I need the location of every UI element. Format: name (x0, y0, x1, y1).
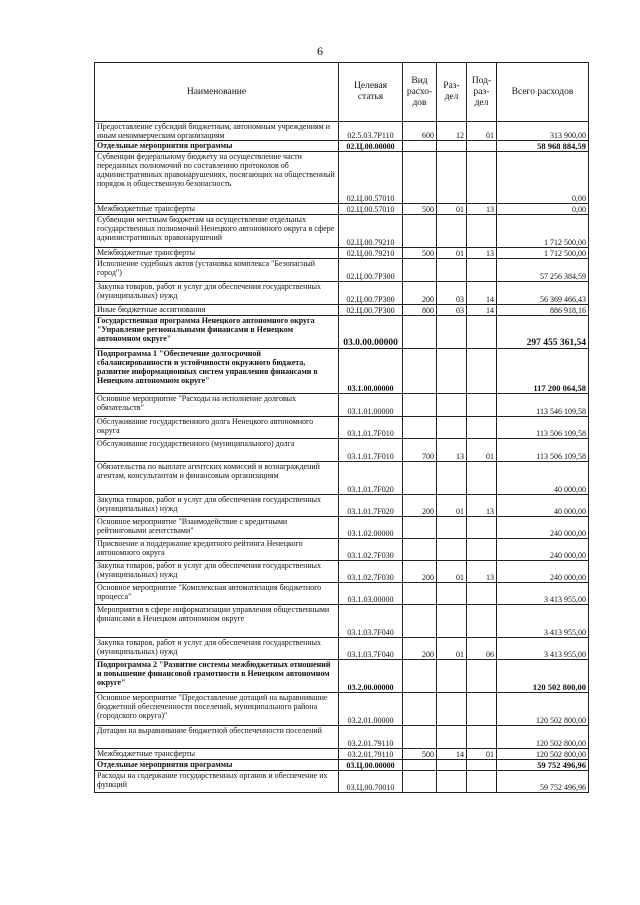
row-expense-type-cell (403, 316, 437, 349)
row-section-cell: 01 (437, 248, 467, 259)
row-expense-type-cell (403, 760, 437, 771)
row-subsection-cell (467, 215, 497, 248)
row-section-cell (437, 417, 467, 439)
row-amount-cell: 113 506 109,58 (497, 417, 589, 439)
row-amount-cell: 297 455 361,54 (497, 316, 589, 349)
row-name-cell: Подпрограмма 2 "Развитие системы межбюджетных отношений и повышение финансовой грамотности в Ненецком автономном округе" (95, 660, 339, 693)
row-subsection-cell: 14 (467, 282, 497, 305)
row-section-cell (437, 141, 467, 152)
header-name: Наименование (95, 63, 339, 122)
row-expense-type-cell (403, 152, 437, 204)
row-name-cell: Межбюджетные трансферты (95, 248, 339, 259)
row-subsection-cell (467, 349, 497, 394)
row-target-cell: 02.Ц.00.79210 (339, 248, 403, 259)
row-section-cell: 03 (437, 305, 467, 316)
row-target-cell: 02.Ц.00.7Р300 (339, 305, 403, 316)
row-amount-cell: 3 413 955,00 (497, 638, 589, 660)
row-amount-cell: 40 000,00 (497, 462, 589, 495)
row-name-cell: Исполнение судебных актов (установка комплекса "Безопасный город") (95, 259, 339, 282)
table-row (95, 605, 589, 638)
row-amount-cell: 113 506 109,58 (497, 439, 589, 462)
row-name-cell: Межбюджетные трансферты (95, 749, 339, 760)
row-section-cell (437, 462, 467, 495)
table-row (95, 462, 589, 495)
table-row (95, 693, 589, 726)
row-subsection-cell: 06 (467, 638, 497, 660)
row-expense-type-cell (403, 726, 437, 749)
row-target-cell: 03.1.02.7F030 (339, 539, 403, 561)
row-expense-type-cell: 200 (403, 638, 437, 660)
row-name-cell: Государственная программа Ненецкого автономного округа "Управление региональными финансами в Ненецком автономном округе" (95, 316, 339, 349)
table-row (95, 660, 589, 693)
row-name-cell: Обслуживание государственного (муниципального) долга (95, 439, 339, 462)
page-number: 6 (317, 44, 323, 58)
row-section-cell (437, 316, 467, 349)
table-row (95, 539, 589, 561)
row-amount-cell: 240 000,00 (497, 539, 589, 561)
row-name-cell: Основное мероприятие "Взаимодействие с кредитными рейтинговыми агентствами" (95, 517, 339, 539)
row-subsection-cell (467, 583, 497, 605)
header-expense-type: Вид расхо-дов (403, 63, 437, 122)
row-name-cell: Отдельные мероприятия программы (95, 760, 339, 771)
row-name-cell: Субвенции местным бюджетам на осуществление отдельных государственных полномочий Ненецкого автономного округа в сфере административных правонарушений (95, 215, 339, 248)
row-name-cell: Субвенции федеральному бюджету на осуществление части переданных полномочий по составлению протоколов об административных правонарушениях, посягающих на общественный порядок и общественную безопасность (95, 152, 339, 204)
row-amount-cell: 886 918,16 (497, 305, 589, 316)
row-subsection-cell: 14 (467, 305, 497, 316)
row-amount-cell: 120 502 800,00 (497, 749, 589, 760)
row-target-cell: 03.1.00.00000 (339, 349, 403, 394)
table-row (95, 259, 589, 282)
row-section-cell (437, 583, 467, 605)
row-amount-cell: 56 369 466,43 (497, 282, 589, 305)
row-section-cell (437, 259, 467, 282)
row-name-cell: Закупка товаров, работ и услуг для обеспечения государственных (муниципальных) нужд (95, 495, 339, 517)
row-amount-cell: 57 256 384,59 (497, 259, 589, 282)
row-subsection-cell (467, 141, 497, 152)
row-expense-type-cell: 200 (403, 495, 437, 517)
row-section-cell: 01 (437, 495, 467, 517)
row-expense-type-cell (403, 349, 437, 394)
row-target-cell: 03.2.01.79110 (339, 749, 403, 760)
row-expense-type-cell (403, 583, 437, 605)
row-amount-cell: 120 502 800,00 (497, 726, 589, 749)
row-name-cell: Закупка товаров, работ и услуг для обеспечения государственных (муниципальных) нужд (95, 561, 339, 583)
row-section-cell (437, 517, 467, 539)
row-subsection-cell (467, 259, 497, 282)
row-expense-type-cell (403, 660, 437, 693)
row-section-cell: 01 (437, 638, 467, 660)
row-target-cell: 03.Ц.00.00000 (339, 760, 403, 771)
table-row (95, 439, 589, 462)
row-target-cell: 03.0.00.00000 (339, 316, 403, 349)
row-target-cell: 03.1.03.00000 (339, 583, 403, 605)
row-subsection-cell: 01 (467, 749, 497, 760)
row-expense-type-cell: 500 (403, 749, 437, 760)
table-body (95, 122, 589, 793)
row-name-cell: Присвоение и поддержание кредитного рейтинга Ненецкого автономного округа (95, 539, 339, 561)
row-expense-type-cell (403, 141, 437, 152)
row-target-cell: 03.1.02.7F030 (339, 561, 403, 583)
row-name-cell: Расходы на содержание государственных органов и обеспечение их функций (95, 771, 339, 793)
row-target-cell: 03.1.03.7F040 (339, 605, 403, 638)
header-target: Целевая статья (339, 63, 403, 122)
row-amount-cell: 240 000,00 (497, 561, 589, 583)
row-subsection-cell (467, 771, 497, 793)
row-target-cell: 02.Ц.00.00000 (339, 141, 403, 152)
table-row (95, 583, 589, 605)
row-section-cell (437, 771, 467, 793)
row-subsection-cell (467, 152, 497, 204)
row-section-cell (437, 539, 467, 561)
row-target-cell: 02.Ц.00.57010 (339, 152, 403, 204)
row-name-cell: Иные бюджетные ассигнования (95, 305, 339, 316)
row-section-cell (437, 349, 467, 394)
row-subsection-cell: 13 (467, 248, 497, 259)
table-row (95, 561, 589, 583)
row-subsection-cell (467, 517, 497, 539)
row-target-cell: 03.1.02.00000 (339, 517, 403, 539)
row-target-cell: 03.1.01.7F010 (339, 439, 403, 462)
row-amount-cell: 240 000,00 (497, 517, 589, 539)
row-subsection-cell: 13 (467, 495, 497, 517)
row-section-cell: 12 (437, 122, 467, 141)
row-section-cell: 01 (437, 204, 467, 215)
row-subsection-cell (467, 760, 497, 771)
header-total: Всего расходов (497, 63, 589, 122)
table-row (95, 726, 589, 749)
row-subsection-cell (467, 417, 497, 439)
row-name-cell: Обязательства по выплате агентских комиссий и вознаграждений агентам, консультантам и финансовым организациям (95, 462, 339, 495)
row-section-cell (437, 394, 467, 417)
table-row (95, 316, 589, 349)
row-section-cell: 01 (437, 561, 467, 583)
table-row (95, 122, 589, 141)
row-expense-type-cell (403, 771, 437, 793)
row-subsection-cell (467, 539, 497, 561)
row-expense-type-cell (403, 605, 437, 638)
row-subsection-cell (467, 693, 497, 726)
row-subsection-cell (467, 605, 497, 638)
row-expense-type-cell (403, 215, 437, 248)
row-name-cell: Отдельные мероприятия программы (95, 141, 339, 152)
row-name-cell: Предоставление субсидий бюджетным, автономным учреждениям и иным некоммерческим организациям (95, 122, 339, 141)
table-row (95, 749, 589, 760)
table-row (95, 152, 589, 204)
row-target-cell: 03.2.00.00000 (339, 660, 403, 693)
row-amount-cell: 59 752 496,96 (497, 760, 589, 771)
row-expense-type-cell: 500 (403, 204, 437, 215)
row-amount-cell: 1 712 500,00 (497, 248, 589, 259)
row-name-cell: Основное мероприятие "Комплексная автоматизация бюджетного процесса" (95, 583, 339, 605)
table-row (95, 517, 589, 539)
row-amount-cell: 1 712 500,00 (497, 215, 589, 248)
row-subsection-cell (467, 316, 497, 349)
row-target-cell: 03.1.01.7F020 (339, 495, 403, 517)
row-amount-cell: 3 413 955,00 (497, 605, 589, 638)
table-row (95, 282, 589, 305)
row-amount-cell: 0,00 (497, 152, 589, 204)
row-subsection-cell (467, 726, 497, 749)
row-section-cell (437, 660, 467, 693)
row-name-cell: Закупка товаров, работ и услуг для обеспечения государственных (муниципальных) нужд (95, 282, 339, 305)
row-name-cell: Подпрограмма 1 "Обеспечение долгосрочной сбалансированности и устойчивости окружного бюджета, развитие информационных систем управления финансами в Ненецком автономном округе" (95, 349, 339, 394)
row-target-cell: 03.1.01.7F020 (339, 462, 403, 495)
row-target-cell: 03.1.03.7F040 (339, 638, 403, 660)
row-target-cell: 03.1.01.7F010 (339, 417, 403, 439)
header-subsection: Под-раз-дел (467, 63, 497, 122)
table-row (95, 248, 589, 259)
row-subsection-cell (467, 394, 497, 417)
row-expense-type-cell (403, 517, 437, 539)
row-name-cell: Мероприятия в сфере информатизации управления общественными финансами в Ненецком автономном округе (95, 605, 339, 638)
row-target-cell: 02.Ц.00.7Р300 (339, 259, 403, 282)
row-subsection-cell: 13 (467, 204, 497, 215)
row-amount-cell: 3 413 955,00 (497, 583, 589, 605)
table-row (95, 394, 589, 417)
row-section-cell (437, 152, 467, 204)
table-row (95, 204, 589, 215)
table-row (95, 305, 589, 316)
row-subsection-cell: 01 (467, 122, 497, 141)
row-amount-cell: 58 968 884,59 (497, 141, 589, 152)
row-name-cell: Дотации на выравнивание бюджетной обеспеченности поселений (95, 726, 339, 749)
row-section-cell (437, 605, 467, 638)
row-name-cell: Основное мероприятие "Расходы на исполнение долговых обязательств" (95, 394, 339, 417)
header-section: Раз-дел (437, 63, 467, 122)
row-expense-type-cell: 200 (403, 561, 437, 583)
row-name-cell: Обслуживание государственного долга Ненецкого автономного округа (95, 417, 339, 439)
row-section-cell (437, 726, 467, 749)
row-expense-type-cell: 800 (403, 305, 437, 316)
row-amount-cell: 0,00 (497, 204, 589, 215)
row-target-cell: 03.2.01.00000 (339, 693, 403, 726)
row-subsection-cell (467, 660, 497, 693)
row-expense-type-cell (403, 259, 437, 282)
row-subsection-cell (467, 462, 497, 495)
row-section-cell: 14 (437, 749, 467, 760)
row-expense-type-cell: 600 (403, 122, 437, 141)
row-amount-cell: 120 502 800,00 (497, 693, 589, 726)
row-name-cell: Межбюджетные трансферты (95, 204, 339, 215)
row-section-cell: 03 (437, 282, 467, 305)
row-amount-cell: 40 000,00 (497, 495, 589, 517)
row-expense-type-cell (403, 539, 437, 561)
row-name-cell: Основное мероприятие "Предоставление дотаций на выравнивание бюджетной обеспеченности поселений, муниципального района (городского округа)" (95, 693, 339, 726)
budget-table (94, 62, 589, 793)
row-section-cell: 13 (437, 439, 467, 462)
row-expense-type-cell: 700 (403, 439, 437, 462)
row-target-cell: 03.Ц.00.70010 (339, 771, 403, 793)
row-section-cell (437, 693, 467, 726)
row-amount-cell: 313 900,00 (497, 122, 589, 141)
row-amount-cell: 59 752 496,96 (497, 771, 589, 793)
row-subsection-cell: 13 (467, 561, 497, 583)
table-row (95, 141, 589, 152)
row-name-cell: Закупка товаров, работ и услуг для обеспечения государственных (муниципальных) нужд (95, 638, 339, 660)
row-target-cell: 02.Ц.00.7Р300 (339, 282, 403, 305)
row-amount-cell: 120 502 800,00 (497, 660, 589, 693)
row-target-cell: 02.Ц.00.57010 (339, 204, 403, 215)
row-expense-type-cell (403, 693, 437, 726)
row-target-cell: 02.Ц.00.79210 (339, 215, 403, 248)
row-amount-cell: 113 546 109,58 (497, 394, 589, 417)
row-expense-type-cell: 200 (403, 282, 437, 305)
row-expense-type-cell (403, 417, 437, 439)
table-row (95, 495, 589, 517)
row-expense-type-cell (403, 462, 437, 495)
table-row (95, 638, 589, 660)
row-expense-type-cell: 500 (403, 248, 437, 259)
row-subsection-cell: 01 (467, 439, 497, 462)
row-amount-cell: 117 200 064,58 (497, 349, 589, 394)
row-target-cell: 03.2.01.79110 (339, 726, 403, 749)
table-row (95, 215, 589, 248)
table-header-row (95, 63, 589, 122)
table-row (95, 760, 589, 771)
row-target-cell: 03.1.01.00000 (339, 394, 403, 417)
row-section-cell (437, 215, 467, 248)
table-row (95, 349, 589, 394)
table-row (95, 417, 589, 439)
table-row (95, 771, 589, 793)
row-expense-type-cell (403, 394, 437, 417)
row-target-cell: 02.5.03.7Р110 (339, 122, 403, 141)
row-section-cell (437, 760, 467, 771)
